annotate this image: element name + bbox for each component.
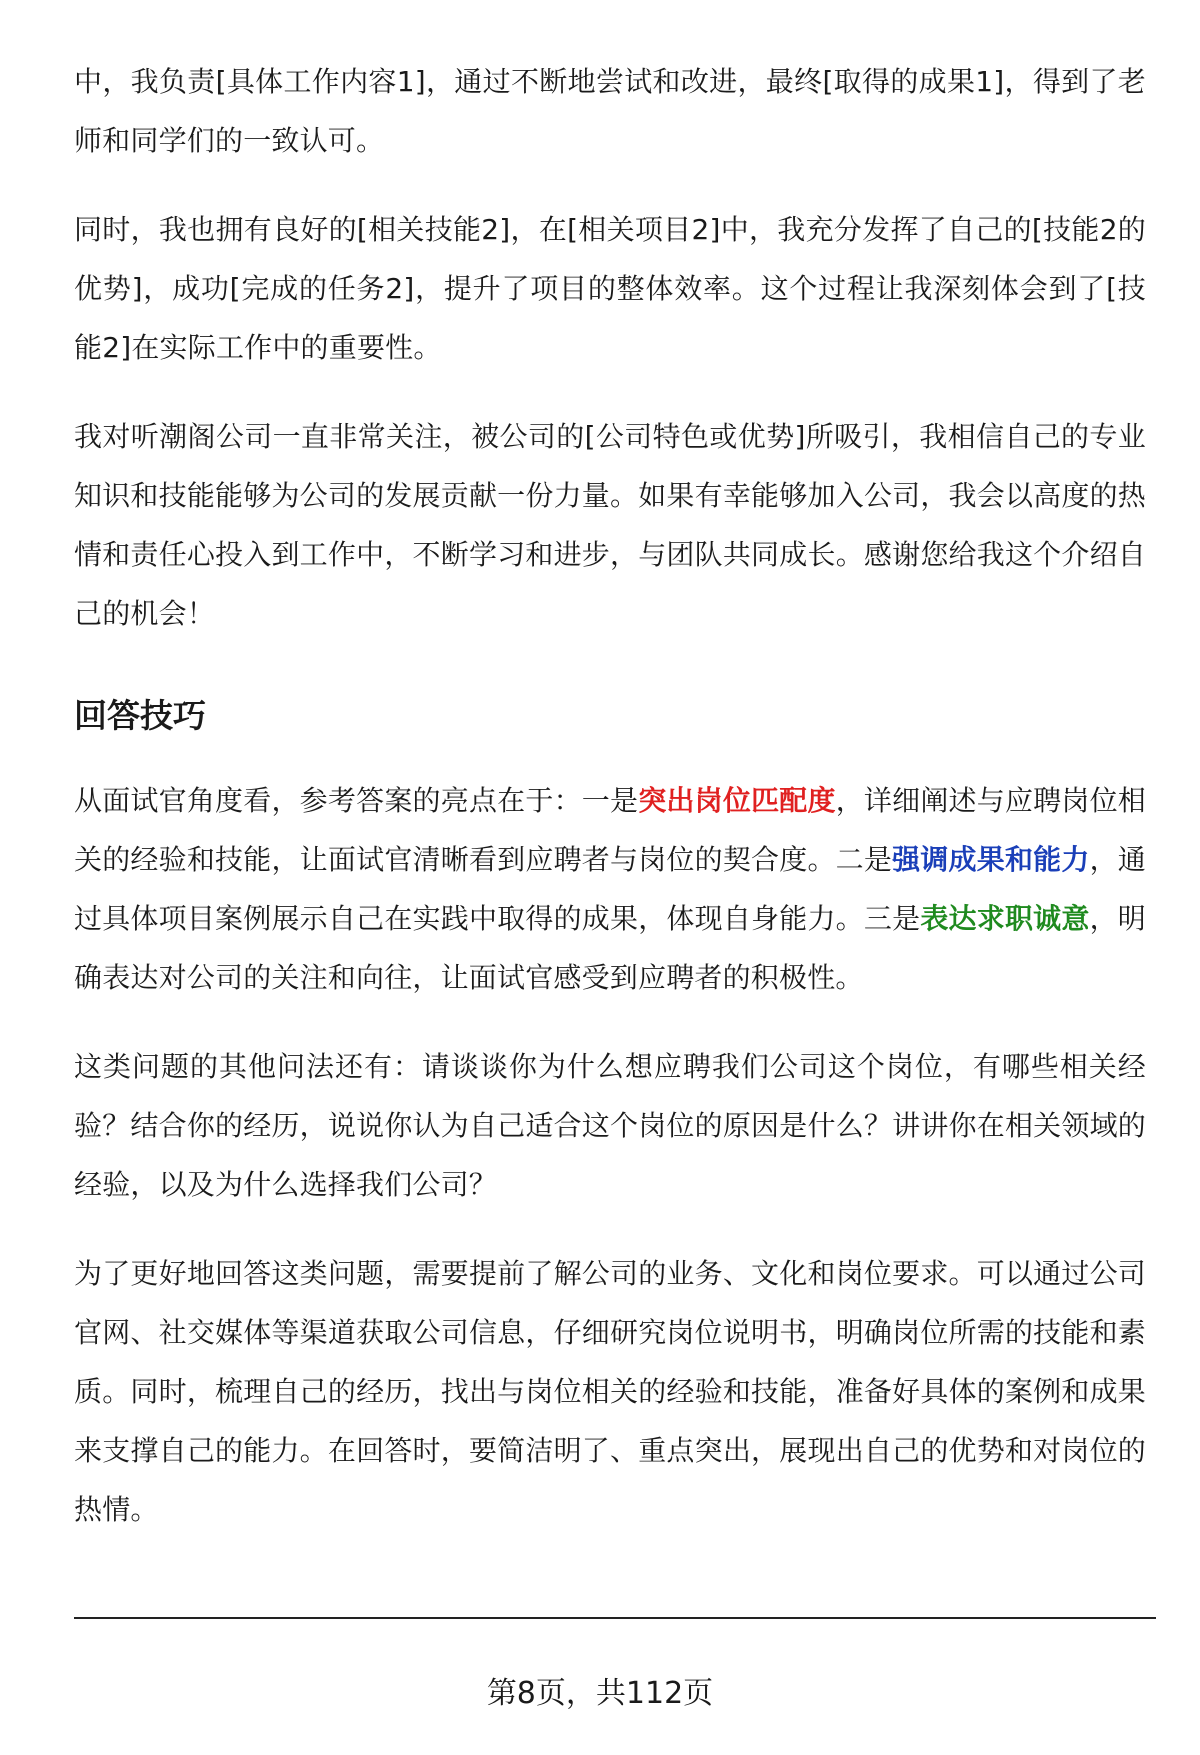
paragraph-tips-highlights: [74, 771, 1146, 1007]
page-number: 第8页，共112页: [486, 1676, 714, 1711]
highlight-sincerity: 表达求职诚意: [920, 902, 1090, 935]
highlight-results-ability: 强调成果和能力: [892, 843, 1090, 876]
section-heading: 回答技巧: [74, 696, 206, 735]
paragraph-preparation-advice: 为了更好地回答这类问题，需要提前了解公司的业务、文化和岗位要求。可以通过公司官网、社交媒体等渠道获取公司信息，仔细研究岗位说明书，明确岗位所需的技能和素质。同时，梳理自己的经历，找出与岗位相关的经验和技能，准备好具体的案例和成果来支撑自己的能力。在回答时，要简洁明了、重点突出，展现出自己的优势和对岗位的热情。: [74, 1257, 1146, 1526]
tips-text-b: ，详细阐述与应聘岗位相关的经验和技能，让面试官清晰看到应聘者与岗位的契合度。二是: [74, 784, 1147, 876]
highlight-job-match: 突出岗位匹配度: [638, 784, 836, 817]
tips-text-d: ，明确表达对公司的关注和向往，让面试官感受到应聘者的积极性。: [74, 902, 1146, 994]
footer-divider: [74, 1617, 1156, 1619]
tips-text-a: 从面试官角度看，参考答案的亮点在于：一是: [74, 784, 639, 817]
document-page: [74, 52, 1146, 1569]
paragraph-alternative-questions: 这类问题的其他问法还有：请谈谈你为什么想应聘我们公司这个岗位，有哪些相关经验？结合你的经历，说说你认为自己适合这个岗位的原因是什么？讲讲你在相关领域的经验，以及为什么选择我们公司？: [74, 1050, 1146, 1201]
paragraph-company-interest: 我对听潮阁公司一直非常关注，被公司的[公司特色或优势]所吸引，我相信自己的专业知识和技能能够为公司的发展贡献一份力量。如果有幸能够加入公司，我会以高度的热情和责任心投入到工作中，不断学习和进步，与团队共同成长。感谢您给我这个介绍自己的机会！: [74, 420, 1146, 630]
paragraph-experience: 中，我负责[具体工作内容1]，通过不断地尝试和改进，最终[取得的成果1]，得到了老师和同学们的一致认可。: [74, 65, 1146, 157]
tips-text-c: ，通过具体项目案例展示自己在实践中取得的成果，体现自身能力。三是: [74, 843, 1147, 935]
paragraph-skills: 同时，我也拥有良好的[相关技能2]，在[相关项目2]中，我充分发挥了自己的[技能2的优势]，成功[完成的任务2]，提升了项目的整体效率。这个过程让我深刻体会到了[技能2]在实际工作中的重要性。: [74, 213, 1146, 364]
